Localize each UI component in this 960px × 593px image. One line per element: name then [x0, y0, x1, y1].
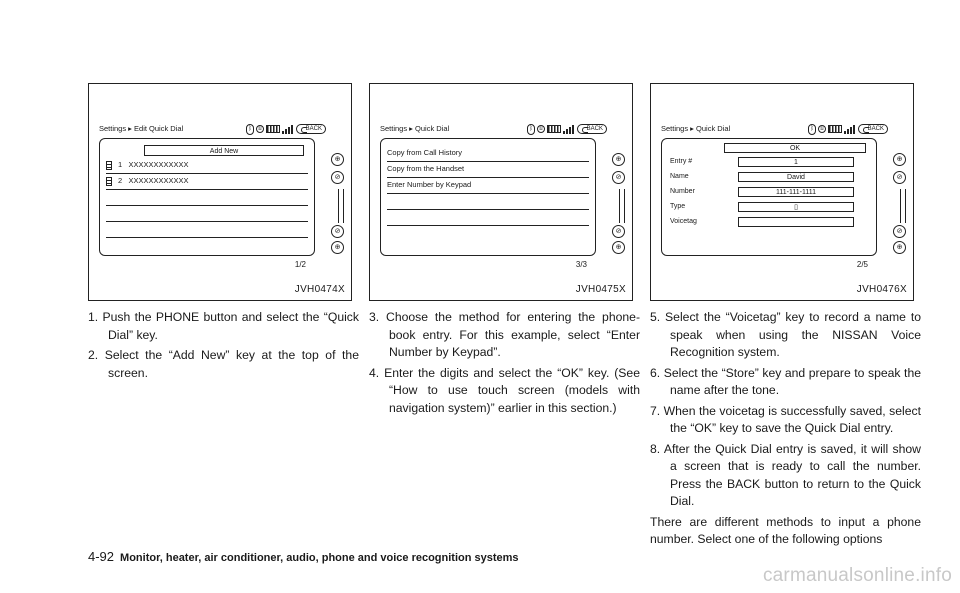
- back-button[interactable]: BACK: [296, 124, 326, 134]
- list-item[interactable]: [106, 173, 308, 190]
- step-1: 1. Push the PHONE button and select the “Quick Dial” key.: [88, 310, 359, 342]
- scroll-bottom-icon[interactable]: ⊘: [893, 225, 906, 238]
- scroll-down-icon[interactable]: ⊕: [331, 241, 344, 254]
- screen-mockup: [99, 122, 341, 269]
- scroll-up-icon[interactable]: ⊕: [331, 153, 344, 166]
- battery-icon: [547, 125, 561, 133]
- field-label-name: Name: [670, 173, 689, 180]
- field-value-name[interactable]: David: [738, 172, 854, 182]
- field-label-number: Number: [670, 188, 695, 195]
- screen-mockup: [380, 122, 622, 269]
- status-icons: [808, 123, 888, 135]
- step-5: 5. Select the “Voicetag” key to record a name to speak when using the NISSAN Voice Recognition system.: [650, 310, 921, 359]
- scroll-down-icon[interactable]: ⊕: [612, 241, 625, 254]
- step-6: 6. Select the “Store” key and prepare to speak the name after the tone.: [650, 365, 921, 397]
- paragraph-input-methods: There are different methods to input a phone number. Select one of the following options: [650, 514, 921, 546]
- entry-panel: [661, 138, 903, 269]
- entry-text: XXXXXXXXXXXX: [128, 160, 189, 169]
- screen-title: Settings ▸ Edit Quick Dial: [99, 124, 184, 133]
- battery-icon: [828, 125, 842, 133]
- back-button[interactable]: BACK: [577, 124, 607, 134]
- list-panel: [99, 138, 341, 269]
- page-number: 4-92: [88, 549, 115, 564]
- field-value-entry[interactable]: 1: [738, 157, 854, 167]
- watermark: carmanualsonline.info: [762, 565, 952, 586]
- screen-titlebar: [661, 122, 907, 136]
- screen-title: Settings ▸ Quick Dial: [661, 124, 731, 133]
- option-enter-keypad[interactable]: Enter Number by Keypad: [387, 177, 589, 194]
- scroll-bottom-icon[interactable]: ⊘: [331, 225, 344, 238]
- field-label-type: Type: [670, 203, 686, 210]
- status-icons: [527, 123, 607, 135]
- scrollbar[interactable]: [338, 189, 344, 223]
- phone-number-icon: ①: [538, 126, 544, 132]
- scroll-top-icon[interactable]: ⊘: [893, 171, 906, 184]
- bluetooth-icon: ᛒ: [246, 124, 254, 135]
- step-2: 2. Select the “Add New” key at the top of the screen.: [88, 348, 359, 380]
- field-value-type[interactable]: ▯: [738, 202, 854, 212]
- page-indicator: 1/2: [294, 260, 306, 269]
- battery-icon: [266, 125, 280, 133]
- figure-code: JVH0474X: [294, 284, 345, 295]
- field-label-voicetag: Voicetag: [670, 218, 697, 225]
- step-8: 8. After the Quick Dial entry is saved, it will show a screen that is ready to call the number. Press the BACK button to return to the Quick Dial.: [650, 441, 921, 508]
- text-column-3: [650, 309, 921, 552]
- figure-quick-dial-entry: [650, 83, 914, 301]
- phone-icon: [106, 177, 112, 186]
- page-indicator: 3/3: [575, 260, 587, 269]
- figure-quick-dial-method: [369, 83, 633, 301]
- entry-number: 1: [118, 160, 123, 169]
- add-new-button[interactable]: Add New: [144, 145, 304, 156]
- signal-icon: [563, 124, 575, 134]
- scroll-bottom-icon[interactable]: ⊘: [612, 225, 625, 238]
- field-label-entry: Entry #: [670, 158, 693, 165]
- status-icons: [246, 123, 326, 135]
- ok-button[interactable]: OK: [724, 143, 866, 153]
- page-footer: [88, 549, 519, 564]
- scroll-up-icon[interactable]: ⊕: [893, 153, 906, 166]
- screen-titlebar: [99, 122, 345, 136]
- scroll-top-icon[interactable]: ⊘: [331, 171, 344, 184]
- step-7: 7. When the voicetag is successfully saved, select the “OK” key to save the Quick Dial entry.: [650, 403, 921, 435]
- bluetooth-icon: ᛒ: [808, 124, 816, 135]
- figure-code: JVH0475X: [575, 284, 626, 295]
- phone-number-icon: ①: [257, 126, 263, 132]
- list-panel: [380, 138, 622, 269]
- phone-number-icon: ①: [819, 126, 825, 132]
- screen-title: Settings ▸ Quick Dial: [380, 124, 450, 133]
- section-title: Monitor, heater, air conditioner, audio, phone and voice recognition systems: [120, 552, 519, 564]
- entry-number: 2: [118, 176, 123, 185]
- back-button[interactable]: BACK: [858, 124, 888, 134]
- voicetag-button[interactable]: [738, 217, 854, 227]
- list-item[interactable]: [387, 209, 589, 226]
- option-copy-handset[interactable]: Copy from the Handset: [387, 161, 589, 178]
- signal-icon: [282, 124, 294, 134]
- step-4: 4. Enter the digits and select the “OK” key. (See “How to use touch screen (models with navigation system)” earlier in this section.): [369, 365, 640, 415]
- phone-icon: [106, 161, 112, 170]
- page-indicator: 2/5: [856, 260, 868, 269]
- screen-mockup: [661, 122, 903, 269]
- list-item[interactable]: [106, 189, 308, 206]
- scroll-top-icon[interactable]: ⊘: [612, 171, 625, 184]
- entry-text: XXXXXXXXXXXX: [128, 176, 189, 185]
- figure-code: JVH0476X: [856, 284, 907, 295]
- signal-icon: [844, 124, 856, 134]
- text-column-2: [369, 309, 640, 420]
- step-3: 3. Choose the method for entering the phone- book entry. For this example, select “Enter Number by Keypad”.: [369, 310, 640, 359]
- figure-edit-quick-dial: [88, 83, 352, 301]
- scrollbar[interactable]: [900, 189, 906, 223]
- screen-titlebar: [380, 122, 626, 136]
- scrollbar[interactable]: [619, 189, 625, 223]
- list-item[interactable]: [106, 221, 308, 238]
- option-copy-call-history[interactable]: Copy from Call History: [387, 145, 589, 162]
- list-item[interactable]: [106, 157, 308, 174]
- field-value-number[interactable]: 111-111-1111: [738, 187, 854, 197]
- text-column-1: [88, 309, 359, 385]
- list-item[interactable]: [106, 205, 308, 222]
- scroll-down-icon[interactable]: ⊕: [893, 241, 906, 254]
- bluetooth-icon: ᛒ: [527, 124, 535, 135]
- list-item[interactable]: [387, 193, 589, 210]
- scroll-up-icon[interactable]: ⊕: [612, 153, 625, 166]
